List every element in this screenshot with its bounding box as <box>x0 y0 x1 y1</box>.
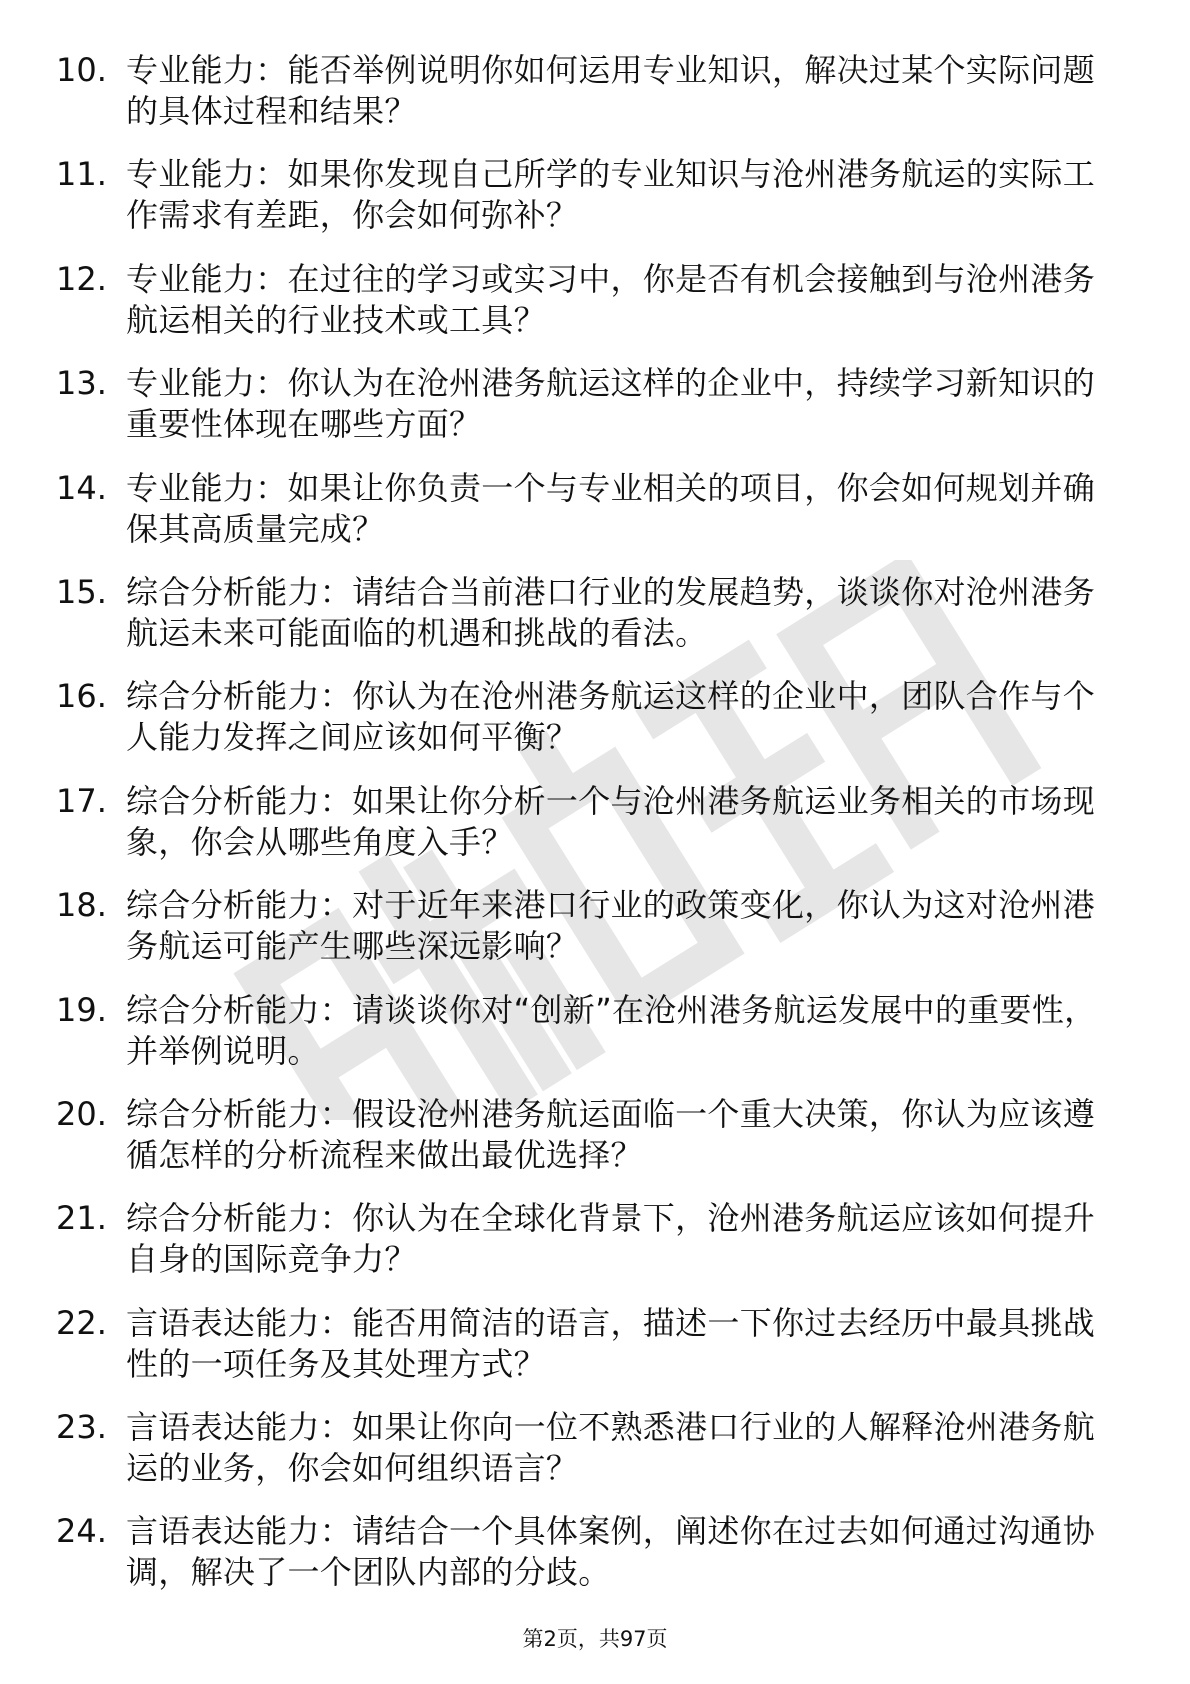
question-text: 专业能力：在过往的学习或实习中，你是否有机会接触到与沧州港务航运相关的行业技术或工具？ <box>126 259 1096 339</box>
question-number: 24. <box>56 1512 107 1551</box>
list-item <box>0 1511 1190 1615</box>
list-item <box>0 781 1190 885</box>
list-item <box>0 1094 1190 1198</box>
question-text: 综合分析能力：如果让你分析一个与沧州港务航运业务相关的市场现象，你会从哪些角度入手？ <box>126 781 1096 861</box>
question-number: 14. <box>56 468 107 507</box>
question-text: 综合分析能力：你认为在沧州港务航运这样的企业中，团队合作与个人能力发挥之间应该如何平衡？ <box>126 677 1096 757</box>
question-text: 专业能力：如果你发现自己所学的专业知识与沧州港务航运的实际工作需求有差距，你会如何弥补？ <box>126 155 1096 235</box>
list-item <box>0 259 1190 363</box>
question-number: 20. <box>56 1094 107 1133</box>
list-item <box>0 468 1190 572</box>
question-text: 言语表达能力：请结合一个具体案例，阐述你在过去如何通过沟通协调，解决了一个团队内部的分歧。 <box>126 1512 1096 1592</box>
question-text: 专业能力：如果让你负责一个与专业相关的项目，你会如何规划并确保其高质量完成？ <box>126 468 1096 548</box>
question-text: 言语表达能力：能否用简洁的语言，描述一下你过去经历中最具挑战性的一项任务及其处理方式？ <box>126 1303 1096 1383</box>
list-item <box>0 885 1190 989</box>
question-number: 13. <box>56 364 107 403</box>
question-number: 19. <box>56 990 107 1029</box>
question-number: 16. <box>56 677 107 716</box>
question-text: 综合分析能力：对于近年来港口行业的政策变化，你认为这对沧州港务航运可能产生哪些深远影响？ <box>126 886 1096 966</box>
question-text: 综合分析能力：你认为在全球化背景下，沧州港务航运应该如何提升自身的国际竞争力？ <box>126 1199 1096 1279</box>
question-text: 综合分析能力：请结合当前港口行业的发展趋势，谈谈你对沧州港务航运未来可能面临的机遇和挑战的看法。 <box>126 572 1096 652</box>
list-item <box>0 1303 1190 1407</box>
question-text: 综合分析能力：假设沧州港务航运面临一个重大决策，你认为应该遵循怎样的分析流程来做出最优选择？ <box>126 1094 1096 1174</box>
list-item <box>0 1198 1190 1302</box>
list-item <box>0 990 1190 1094</box>
list-item <box>0 154 1190 258</box>
question-number: 23. <box>56 1408 107 1447</box>
question-number: 10. <box>56 51 107 89</box>
question-text: 专业能力：能否举例说明你如何运用专业知识，解决过某个实际问题的具体过程和结果？ <box>126 51 1096 130</box>
question-number: 21. <box>56 1199 107 1238</box>
list-item <box>0 572 1190 676</box>
question-number: 22. <box>56 1303 107 1342</box>
list-item <box>0 363 1190 467</box>
question-text: 专业能力：你认为在沧州港务航运这样的企业中，持续学习新知识的重要性体现在哪些方面？ <box>126 364 1096 444</box>
page-indicator: 第2页，共97页 <box>522 1627 668 1651</box>
question-number: 17. <box>56 781 107 820</box>
list-item <box>0 50 1190 154</box>
question-number: 15. <box>56 572 107 611</box>
question-number: 12. <box>56 259 107 298</box>
question-list <box>0 50 1190 1616</box>
question-text: 言语表达能力：如果让你向一位不熟悉港口行业的人解释沧州港务航运的业务，你会如何组织语言？ <box>126 1408 1096 1488</box>
list-item <box>0 676 1190 780</box>
list-item <box>0 1407 1190 1511</box>
question-number: 18. <box>56 886 107 925</box>
question-text: 综合分析能力：请谈谈你对“创新”在沧州港务航运发展中的重要性，并举例说明。 <box>126 990 1097 1070</box>
question-number: 11. <box>56 155 107 194</box>
